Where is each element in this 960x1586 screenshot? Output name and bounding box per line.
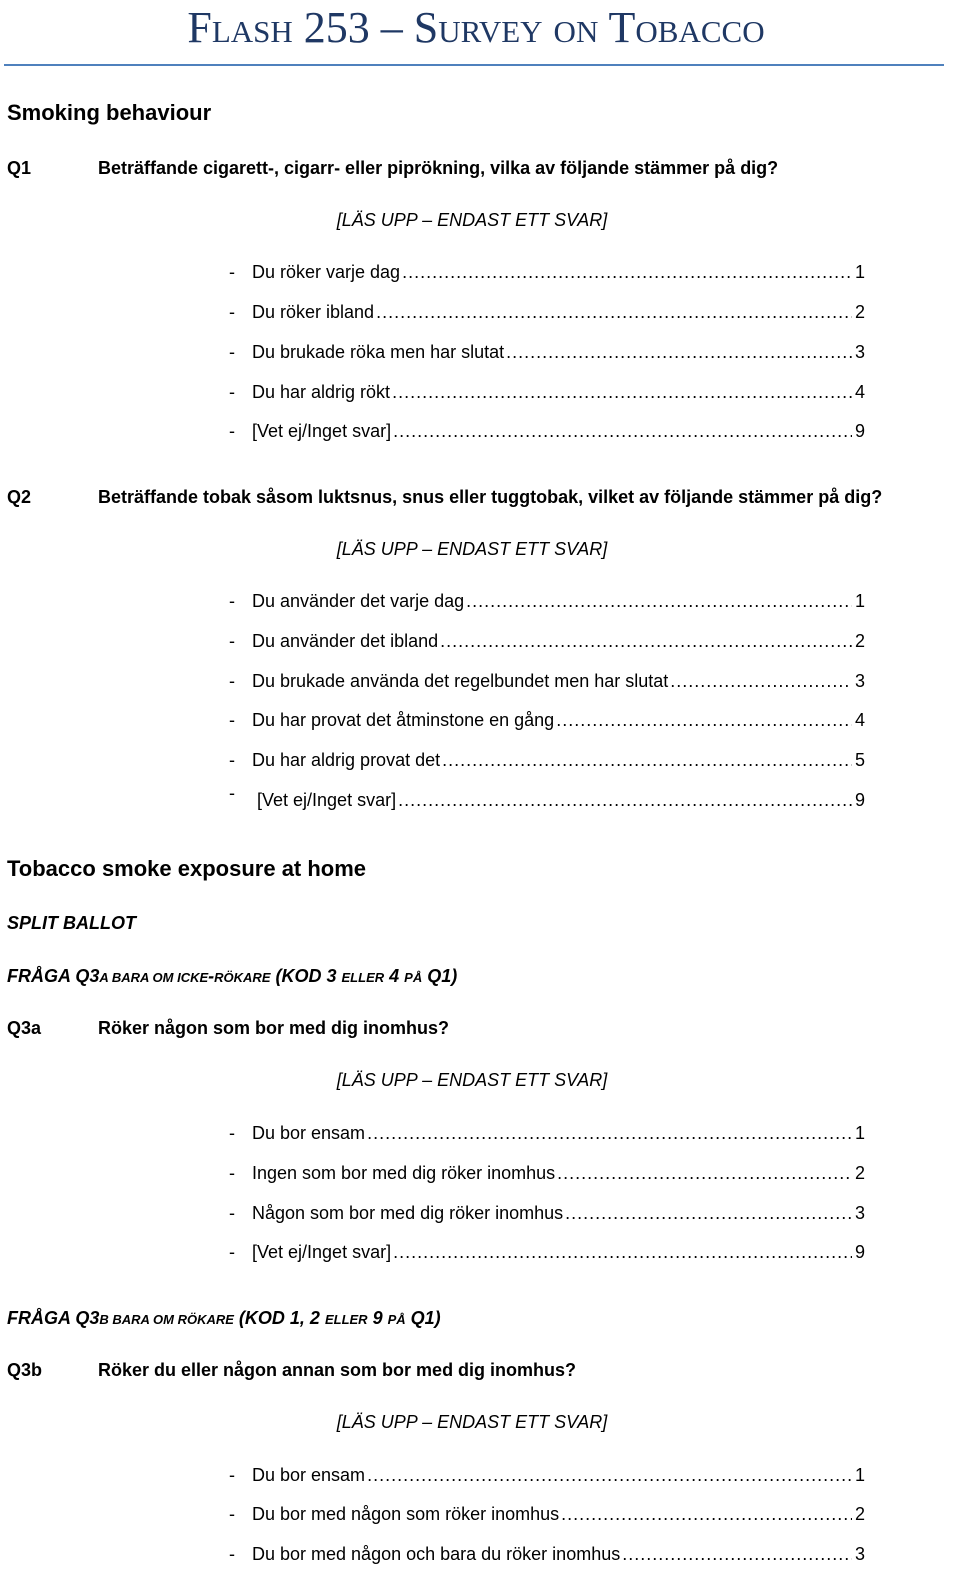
option-label: Du röker varje dag	[252, 262, 401, 282]
option-code: 9	[854, 421, 865, 441]
option-dash: -	[229, 631, 235, 651]
leader-dots	[622, 1544, 852, 1565]
option-label: Du använder det ibland	[252, 631, 439, 651]
option-label: Du röker ibland	[252, 302, 375, 322]
leader-dots	[442, 750, 852, 771]
filter-note-q3b	[7, 1308, 441, 1329]
option-code: 9	[854, 790, 865, 810]
leader-dots	[565, 1203, 852, 1224]
option-code: 1	[854, 1465, 865, 1485]
option-dash: -	[229, 1123, 235, 1143]
option-label: Du brukade använda det regelbundet men har slutat	[252, 671, 669, 691]
option-label: Du bor ensam	[252, 1465, 366, 1485]
answer-option	[229, 1504, 865, 1530]
option-label: [Vet ej/Inget svar]	[252, 421, 392, 441]
note-part: B BARA OM RÖKARE	[99, 1312, 234, 1327]
title-rule	[4, 64, 944, 66]
option-code: 1	[854, 262, 865, 282]
answer-option	[229, 421, 865, 447]
note-part: A BARA OM ICKE	[99, 970, 209, 985]
option-label: Ingen som bor med dig röker inomhus	[252, 1163, 556, 1183]
leader-dots	[398, 790, 852, 811]
leader-dots	[506, 342, 852, 363]
instruction-q1: [LÄS UPP – ENDAST ETT SVAR]	[336, 210, 608, 230]
option-label: Någon som bor med dig röker inomhus	[252, 1203, 564, 1223]
note-part: ELLER	[341, 970, 385, 985]
option-dash: -	[229, 1465, 235, 1485]
question-id-q3a: Q3a	[7, 1018, 42, 1038]
option-code: 9	[854, 1242, 865, 1262]
option-label: Du brukade röka men har slutat	[252, 342, 505, 362]
option-dash: -	[229, 783, 235, 803]
leader-dots	[557, 1163, 852, 1184]
leader-dots	[393, 1242, 852, 1263]
leader-dots	[440, 631, 852, 652]
answer-option	[229, 591, 865, 617]
option-code: 3	[854, 671, 865, 691]
option-label: Du använder det varje dag	[252, 591, 465, 611]
option-dash: -	[229, 710, 235, 730]
option-dash: -	[229, 750, 235, 770]
option-dash: -	[229, 1544, 235, 1564]
option-code: 3	[854, 1544, 865, 1564]
option-label: Du bor ensam	[252, 1123, 366, 1143]
note-part: FRÅGA Q3	[7, 1308, 100, 1328]
question-id-q1: Q1	[7, 158, 32, 178]
option-code: 2	[854, 1504, 865, 1524]
answer-option	[229, 382, 865, 408]
answer-option	[229, 302, 865, 328]
note-part: -	[208, 966, 215, 986]
note-part: 4	[384, 966, 405, 986]
leader-dots	[367, 1123, 852, 1144]
answer-option	[229, 1242, 865, 1268]
option-dash: -	[229, 302, 235, 322]
answer-option	[229, 342, 865, 368]
option-code: 4	[854, 382, 865, 402]
leader-dots	[367, 1465, 852, 1486]
option-code: 5	[854, 750, 865, 770]
question-id-q3b: Q3b	[7, 1360, 43, 1380]
option-dash: -	[229, 1242, 235, 1262]
option-dash: -	[229, 1163, 235, 1183]
answer-option	[229, 1465, 865, 1491]
answer-option	[229, 671, 865, 697]
note-part: Q1)	[405, 1308, 441, 1328]
answer-option	[229, 1203, 865, 1229]
answer-option	[229, 1163, 865, 1189]
filter-note-q3a	[7, 966, 457, 987]
leader-dots	[466, 591, 852, 612]
answer-option	[229, 631, 865, 657]
option-dash: -	[229, 421, 235, 441]
option-dash: -	[229, 1504, 235, 1524]
option-code: 4	[854, 710, 865, 730]
option-label: Du har provat det åtminstone en gång	[252, 710, 555, 730]
note-part: FRÅGA Q3	[7, 966, 100, 986]
option-code: 2	[854, 1163, 865, 1183]
question-id-q2: Q2	[7, 487, 32, 507]
option-label: Du bor med någon som röker inomhus	[252, 1504, 560, 1524]
answer-option	[229, 783, 865, 816]
option-code: 1	[854, 591, 865, 611]
option-dash: -	[229, 342, 235, 362]
option-code: 1	[854, 1123, 865, 1143]
option-label: [Vet ej/Inget svar]	[252, 1242, 392, 1262]
option-code: 2	[854, 631, 865, 651]
option-label: Du har aldrig provat det	[252, 750, 441, 770]
leader-dots	[402, 262, 852, 283]
option-dash: -	[229, 591, 235, 611]
page-title	[0, 0, 952, 56]
option-code: 3	[854, 1203, 865, 1223]
split-ballot-note: SPLIT BALLOT	[7, 913, 136, 933]
question-text-q3b: Röker du eller någon annan som bor med dig inomhus?	[98, 1360, 577, 1380]
question-text-q3a: Röker någon som bor med dig inomhus?	[98, 1018, 450, 1038]
leader-dots	[376, 302, 852, 323]
note-part: (KOD 1, 2	[233, 1308, 325, 1328]
option-label: Du har aldrig rökt	[252, 382, 391, 402]
leader-dots	[670, 671, 852, 692]
note-part: RÖKARE	[214, 970, 271, 985]
note-part: (KOD 3	[270, 966, 342, 986]
option-code: 3	[854, 342, 865, 362]
instruction-q3b: [LÄS UPP – ENDAST ETT SVAR]	[336, 1412, 608, 1432]
leader-dots	[392, 382, 852, 403]
section-heading-exposure: Tobacco smoke exposure at home	[7, 856, 367, 881]
note-part: Q1)	[422, 966, 458, 986]
title-text: Flash 253 – Survey on Tobacco	[187, 3, 765, 52]
instruction-q2: [LÄS UPP – ENDAST ETT SVAR]	[336, 539, 608, 559]
option-dash: -	[229, 262, 235, 282]
option-dash: -	[229, 382, 235, 402]
question-text-q2: Beträffande tobak såsom luktsnus, snus eller tuggtobak, vilket av följande stämmer på dig?	[98, 487, 883, 507]
leader-dots	[561, 1504, 852, 1525]
note-part: 9	[367, 1308, 388, 1328]
note-part: PÅ	[387, 1312, 406, 1327]
question-text-q1: Beträffande cigarett-, cigarr- eller piprökning, vilka av följande stämmer på dig?	[98, 158, 779, 178]
answer-option	[229, 1123, 865, 1149]
option-label: [Vet ej/Inget svar]	[257, 790, 397, 810]
answer-option	[229, 710, 865, 736]
option-dash: -	[229, 671, 235, 691]
instruction-q3a: [LÄS UPP – ENDAST ETT SVAR]	[336, 1070, 608, 1090]
note-part: PÅ	[404, 970, 423, 985]
option-dash: -	[229, 1203, 235, 1223]
section-heading-smoking: Smoking behaviour	[7, 100, 212, 125]
leader-dots	[556, 710, 852, 731]
answer-option	[229, 1544, 865, 1570]
option-code: 2	[854, 302, 865, 322]
answer-option	[229, 750, 865, 776]
note-part: ELLER	[324, 1312, 368, 1327]
option-label: Du bor med någon och bara du röker inomhus	[252, 1544, 621, 1564]
leader-dots	[393, 421, 852, 442]
answer-option	[229, 262, 865, 288]
